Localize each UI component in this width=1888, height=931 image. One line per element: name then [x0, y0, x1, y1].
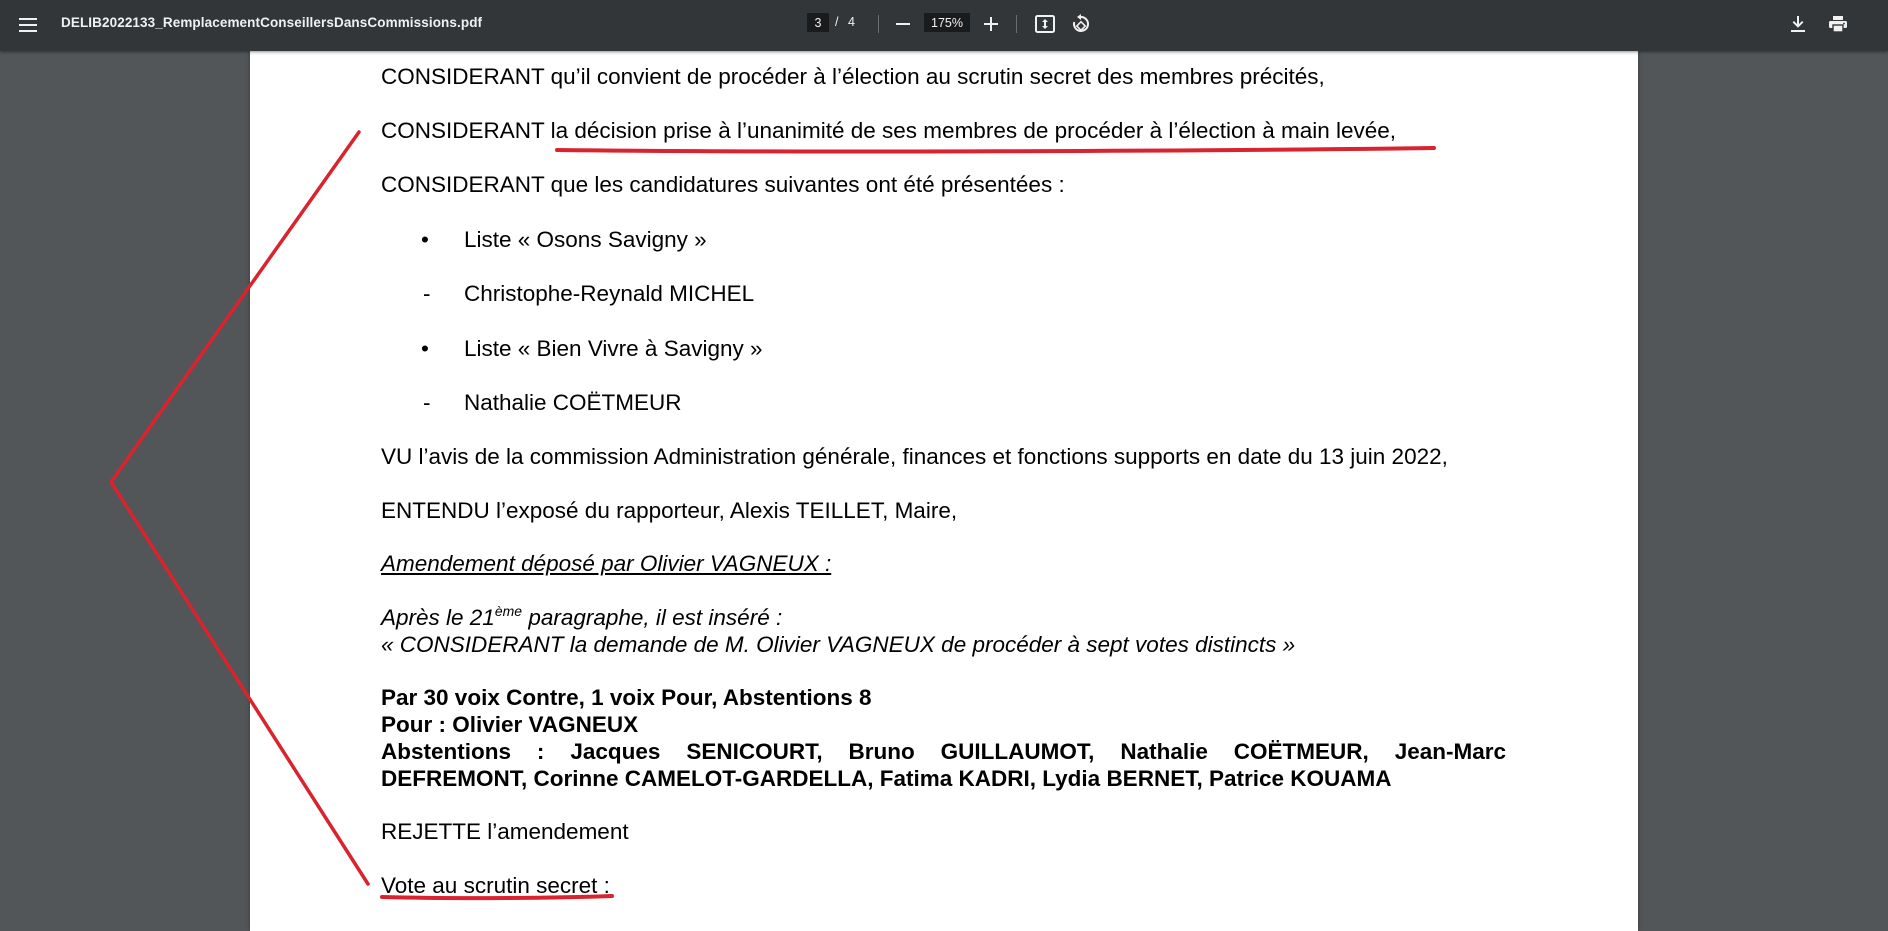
paragraph-considerant-scrutin: CONSIDERANT qu’il convient de procéder à l’élection au scrutin secret des membres précités, — [381, 64, 1325, 89]
paragraph-considerant-decision — [381, 117, 1396, 144]
paragraph-vu-avis: VU l’avis de la commission Administration générale, finances et fonctions supports en date du 13 juin 2022, — [381, 444, 1448, 469]
paragraph-vote-secret — [381, 872, 610, 899]
paragraph-considerant-candidatures: CONSIDERANT que les candidatures suivantes ont été présentées : — [381, 172, 1065, 197]
rotate-icon — [1071, 14, 1091, 34]
superscript: ème — [494, 603, 523, 619]
download-button[interactable] — [1784, 10, 1812, 38]
vote-abstentions-line-2: DEFREMONT, Corinne CAMELOT-GARDELLA, Fatima KADRI, Lydia BERNET, Patrice KOUAMA — [381, 766, 1392, 791]
page-total: 4 — [848, 15, 855, 29]
zoom-out-button[interactable] — [890, 11, 916, 37]
pdf-toolbar — [0, 0, 1888, 51]
toolbar-divider — [878, 15, 879, 33]
highlighted-decision-text: la décision prise à l’unanimité de ses membres de procéder à l’élection à main levée, — [550, 118, 1397, 143]
list-marker: • — [421, 227, 429, 252]
amendment-text: Après le 21 — [381, 605, 495, 630]
fit-to-page-button[interactable] — [1031, 10, 1059, 38]
amendment-title: Amendement déposé par Olivier VAGNEUX : — [381, 551, 832, 576]
list-marker: - — [423, 281, 431, 306]
menu-button[interactable] — [12, 9, 44, 41]
amendment-line-1 — [381, 604, 782, 631]
menu-icon — [19, 18, 37, 32]
amendment-text: paragraphe, il est inséré : — [522, 605, 783, 630]
paragraph-rejette: REJETTE l’amendement — [381, 819, 629, 844]
list-item: Christophe-Reynald MICHEL — [464, 281, 755, 306]
list-marker: - — [423, 390, 431, 415]
list-item: Liste « Osons Savigny » — [464, 227, 707, 252]
list-item: Liste « Bien Vivre à Savigny » — [464, 336, 763, 361]
vote-abstentions-line-1 — [381, 738, 1506, 765]
pdf-page — [250, 51, 1638, 931]
zoom-out-icon — [896, 23, 910, 25]
paragraph-lead: CONSIDERANT — [381, 118, 551, 143]
vote-pour: Pour : Olivier VAGNEUX — [381, 712, 639, 737]
fit-page-icon — [1035, 15, 1055, 33]
paragraph-tail: : — [597, 873, 610, 898]
list-marker: • — [421, 336, 429, 361]
page-number-input[interactable]: 3 — [807, 13, 829, 32]
document-title: DELIB2022133_RemplacementConseillersDansCommissions.pdf — [61, 15, 483, 30]
vote-result: Par 30 voix Contre, 1 voix Pour, Abstentions 8 — [381, 685, 872, 710]
rotate-button[interactable] — [1067, 10, 1095, 38]
list-item: Nathalie COËTMEUR — [464, 390, 682, 415]
zoom-level-input[interactable]: 175% — [924, 13, 970, 32]
paragraph-entendu: ENTENDU l’exposé du rapporteur, Alexis TEILLET, Maire, — [381, 498, 958, 523]
zoom-in-icon — [984, 17, 998, 31]
print-icon — [1829, 16, 1847, 32]
toolbar-divider — [1016, 15, 1017, 33]
highlighted-secret-text: Vote au scrutin secret — [381, 873, 598, 898]
zoom-in-button[interactable] — [978, 11, 1004, 37]
print-button[interactable] — [1824, 10, 1852, 38]
download-icon — [1791, 16, 1805, 32]
amendment-line-2: « CONSIDERANT la demande de M. Olivier VAGNEUX de procéder à sept votes distincts » — [381, 632, 1296, 657]
abstentions-text: Abstentions : Jacques SENICOURT, Bruno GUILLAUMOT, Nathalie COËTMEUR, Jean-Marc — [381, 739, 1506, 764]
page-separator: / — [835, 15, 839, 29]
